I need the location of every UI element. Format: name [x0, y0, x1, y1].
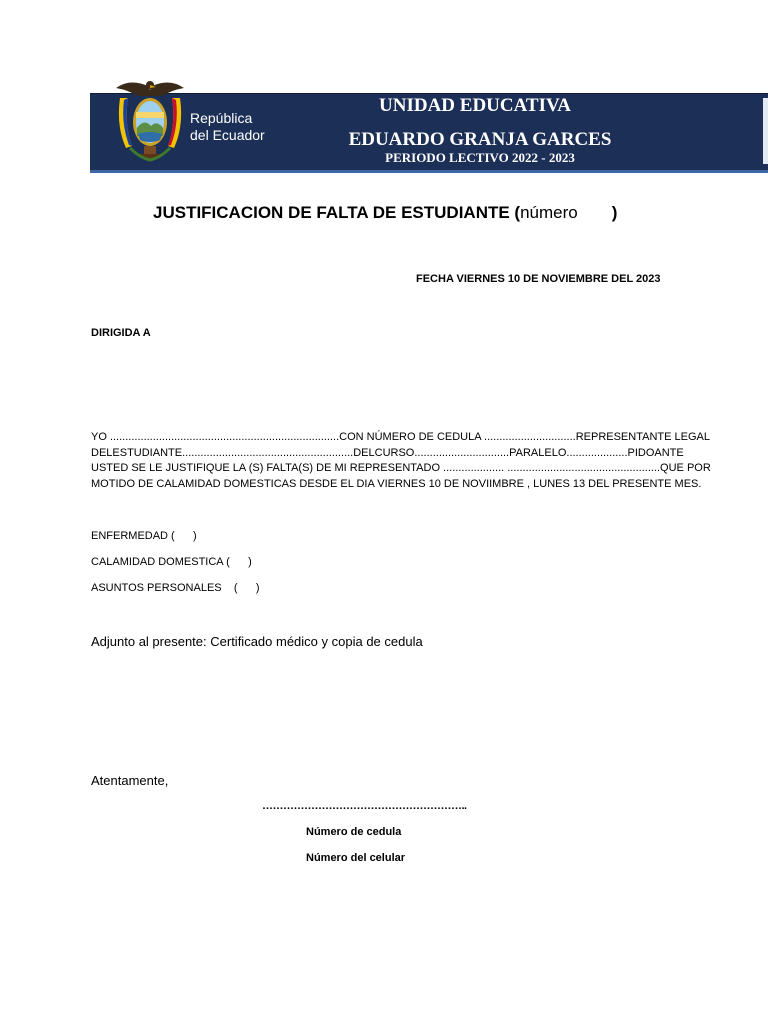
paragraph-line-2-word: ........................................................DEL [182, 446, 375, 459]
paragraph-line-4: MOTIDO DE CALAMIDAD DOMESTICAS DESDE EL DIA VIERNES 10 DE NOVIIMBRE , LUNES 13 DEL PRESENTE MES. [91, 477, 702, 490]
option-asuntos-personales: ASUNTOS PERSONALES ( ) [91, 582, 260, 594]
addressed-to: DIRIGIDA A [91, 327, 151, 339]
paragraph-line-2-word: ...............................PARALELO....................PIDO [414, 446, 655, 459]
id-number-label: Número de cedula [306, 826, 402, 838]
country-name [190, 110, 265, 144]
signature-line: ………………………………………………….. [262, 800, 467, 812]
country-line-2: del Ecuador [190, 127, 265, 143]
banner-edge-decoration [763, 98, 768, 164]
ecuador-coat-of-arms-icon [110, 76, 190, 164]
paragraph-line-2-word: ANTE [654, 446, 684, 459]
paragraph-line-2 [91, 446, 684, 462]
paragraph-line-2-word: DEL [91, 446, 113, 459]
document-title-main: JUSTIFICACION DE FALTA DE ESTUDIANTE ( [153, 203, 521, 222]
school-name-line-1: UNIDAD EDUCATIVA [379, 95, 571, 116]
option-calamidad-domestica: CALAMIDAD DOMESTICA ( ) [91, 556, 252, 568]
phone-number-label: Número del celular [306, 852, 406, 864]
paragraph-line-2-word: ESTUDIANTE [112, 446, 183, 459]
paragraph-line-1: YO ...........................................................................CON NÚMERO DE CEDULA ..............................REPRESENTANTE LEGAL [91, 431, 710, 443]
request-paragraph [91, 430, 711, 492]
paragraph-line-3: USTED SE LE JUSTIFIQUE LA (S) FALTA(S) DE MI REPRESENTADO .................... ..................................................QUE POR [91, 462, 711, 474]
school-name-line-2: EDUARDO GRANJA GARCES [348, 129, 612, 150]
closing-salutation: Atentamente, [91, 773, 169, 788]
document-date: FECHA VIERNES 10 DE NOVIEMBRE DEL 2023 [416, 273, 661, 285]
document-title-close: ) [611, 203, 618, 222]
country-line-1: República [190, 110, 253, 126]
school-period: PERIODO LECTIVO 2022 - 2023 [385, 150, 575, 165]
option-enfermedad: ENFERMEDAD ( ) [91, 530, 197, 542]
document-title-number-label: número [520, 203, 578, 222]
header-accent-line [90, 170, 768, 173]
attachment-note: Adjunto al presente: Certificado médico y copia de cedula [91, 634, 423, 649]
paragraph-line-2-word: CURSO [374, 446, 415, 459]
document-title [153, 203, 617, 223]
